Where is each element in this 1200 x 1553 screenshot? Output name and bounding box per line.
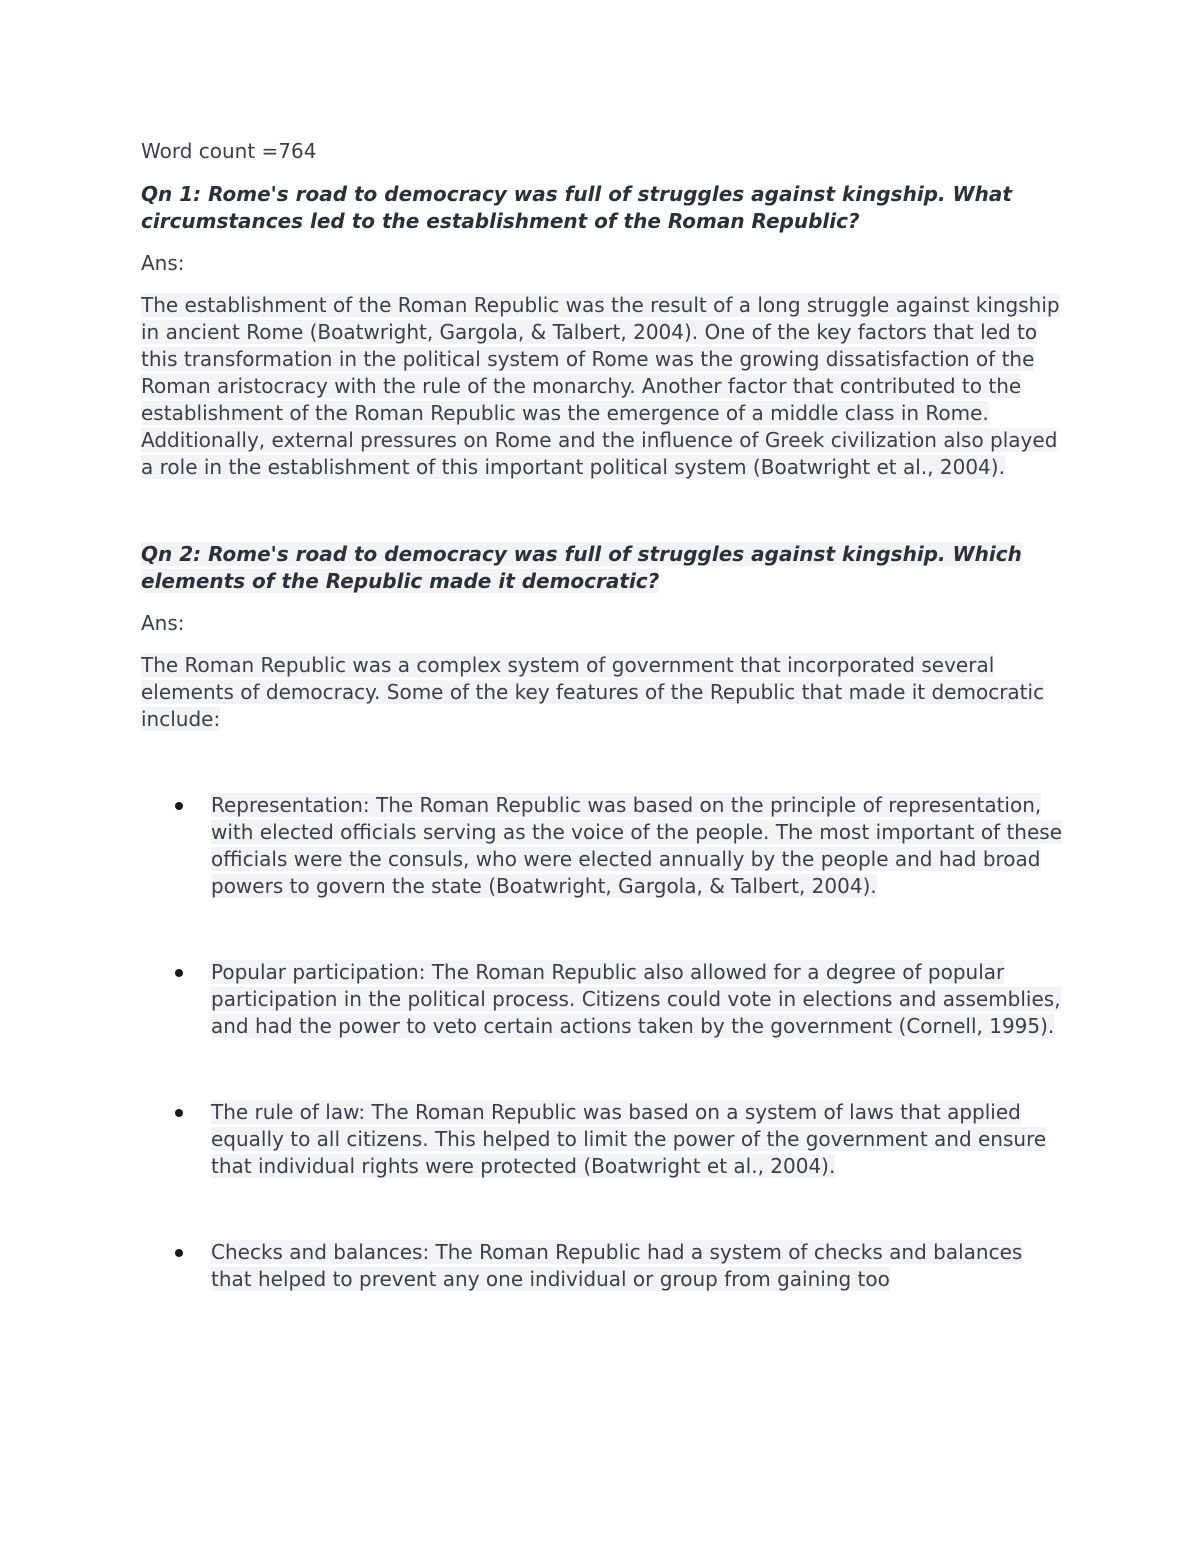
list-item-text: Checks and balances: The Roman Republic had a system of checks and balances that helped to prevent any one individual or group from gaining too — [211, 1240, 1023, 1291]
list-item-text: Representation: The Roman Republic was based on the principle of representation, with elected officials serving as the voice of the people. The most important of these officials were the consuls, who were elected annually by the people and had broad powers to govern the state (Boatwright, Gargola, & Talbert, 2004). — [211, 793, 1062, 898]
spacer — [141, 481, 1066, 541]
list-item — [141, 792, 1066, 900]
spacer — [141, 733, 1066, 792]
question-1-text: Qn 1: Rome's road to democracy was full of struggles against kingship. What circumstances led to the establishment of the Roman Republic? — [141, 182, 1012, 233]
bullet-icon — [175, 1249, 183, 1257]
answer-1-text — [141, 292, 1066, 481]
answer-2-intro-text: The Roman Republic was a complex system of government that incorporated several elements of democracy. Some of the key features of the Republic that made it democratic include: — [141, 653, 1045, 731]
list-item-text: Popular participation: The Roman Republic also allowed for a degree of popular participation in the political process. Citizens could vote in elections and assemblies, and had the power to veto certain actions taken by the government (Cornell, 1995). — [211, 960, 1061, 1038]
democratic-elements-list — [141, 792, 1066, 1293]
answer-1-label-text: Ans: — [141, 251, 185, 275]
word-count-text: Word count =764 — [141, 139, 317, 163]
answer-2-label — [141, 610, 1066, 637]
bullet-icon — [175, 802, 183, 810]
bullet-icon — [175, 969, 183, 977]
word-count — [141, 138, 1066, 165]
answer-2-intro — [141, 652, 1066, 733]
list-item — [141, 959, 1066, 1040]
document-page — [141, 138, 1066, 1352]
question-2 — [141, 541, 1066, 595]
answer-2-label-text: Ans: — [141, 611, 185, 635]
bullet-icon — [175, 1109, 183, 1117]
question-1 — [141, 181, 1066, 235]
answer-1-body: The establishment of the Roman Republic was the result of a long struggle against kingship in ancient Rome (Boatwright, Gargola, & Talbert, 2004). One of the key factors that led to this transformation in the political system of Rome was the growing dissatisfaction of the Roman aristocracy with the rule of the monarchy. Another factor that contributed to the establishment of the Roman Republic was the emergence of a middle class in Rome. Additionally, external pressures on Rome and the influence of Greek civilization also played a role in the establishment of this important political system (Boatwright et al., 2004). — [141, 293, 1060, 479]
list-item — [141, 1239, 1066, 1293]
question-2-text: Qn 2: Rome's road to democracy was full of struggles against kingship. Which elements of the Republic made it democratic? — [141, 542, 1022, 593]
list-item-text: The rule of law: The Roman Republic was based on a system of laws that applied equally to all citizens. This helped to limit the power of the government and ensure that individual rights were protected (Boatwright et al., 2004). — [211, 1100, 1047, 1178]
answer-1-label — [141, 250, 1066, 277]
list-item — [141, 1099, 1066, 1180]
